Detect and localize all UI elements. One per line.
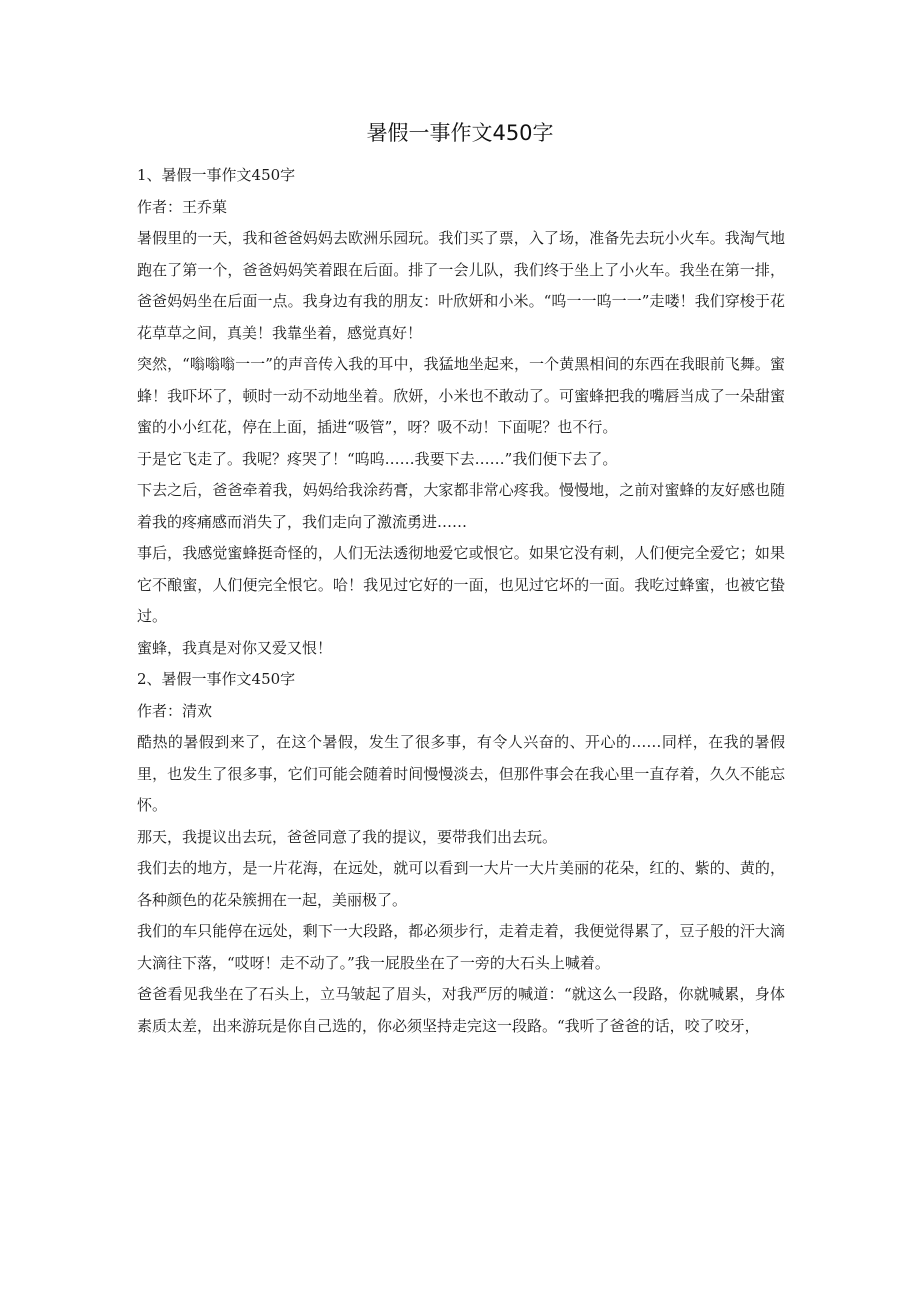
paragraph: 事后，我感觉蜜蜂挺奇怪的，人们无法透彻地爱它或恨它。如果它没有刺，人们便完全爱它；如果它不酿蜜，人们便完全恨它。哈！我见过它好的一面，也见过它坏的一面。我吃过蜂蜜，也被它蛰过。	[137, 544, 785, 625]
paragraph: 酷热的暑假到来了，在这个暑假，发生了很多事，有令人兴奋的、开心的……同样，在我的暑假里，也发生了很多事，它们可能会随着时间慢慢淡去，但那件事会在我心里一直存着，久久不能忘怀。	[137, 733, 785, 814]
paragraph: 突然，“嗡嗡嗡一一”的声音传入我的耳中，我猛地坐起来，一个黄黑相间的东西在我眼前飞舞。蜜蜂！我吓坏了，顿时一动不动地坐着。欣妍，小米也不敢动了。可蜜蜂把我的嘴唇当成了一朵甜蜜蜜的小小红花，停在上面，插进“吸管”，呀？吸不动！下面呢？也不行。	[137, 355, 785, 436]
paragraph: 我们去的地方，是一片花海，在远处，就可以看到一大片一大片美丽的花朵，红的、紫的、黄的，各种颜色的花朵簇拥在一起，美丽极了。	[137, 859, 785, 909]
paragraph: 那天，我提议出去玩，爸爸同意了我的提议，要带我们出去玩。	[137, 827, 558, 846]
document-body	[137, 160, 785, 1042]
paragraph: 于是它飞走了。我呢？疼哭了！“呜呜……我要下去……”我们便下去了。	[137, 449, 618, 468]
author-line-1: 作者：王乔菓	[137, 197, 228, 216]
paragraph: 爸爸看见我坐在了石头上，立马皱起了眉头，对我严厉的喊道：“就这么一段路，你就喊累，身体素质太差，出来游玩是你自己选的，你必须坚持走完这一段路。“我听了爸爸的话，咬了咬牙，	[137, 985, 785, 1035]
paragraph: 下去之后，爸爸牵着我，妈妈给我涂药膏，大家都非常心疼我。慢慢地，之前对蜜蜂的友好感也随着我的疼痛感而消失了，我们走向了激流勇进……	[137, 481, 785, 531]
author-line-2: 作者：清欢	[137, 701, 213, 720]
section-heading-1: 1、暑假一事作文450字	[137, 166, 296, 184]
document-title: 暑假一事作文450字	[366, 121, 554, 145]
paragraph: 我们的车只能停在远处，剩下一大段路，都必须步行，走着走着，我便觉得累了，豆子般的汗大滴大滴往下落，“哎呀！走不动了。”我一屁股坐在了一旁的大石头上喊着。	[137, 922, 785, 972]
paragraph: 暑假里的一天，我和爸爸妈妈去欧洲乐园玩。我们买了票，入了场，准备先去玩小火车。我淘气地跑在了第一个，爸爸妈妈笑着跟在后面。排了一会儿队，我们终于坐上了小火车。我坐在第一排，爸爸妈妈坐在后面一点。我身边有我的朋友：叶欣妍和小米。“呜一一呜一一”走喽！我们穿梭于花花草草之间，真美！我靠坐着，感觉真好！	[137, 229, 785, 342]
section-heading-2: 2、暑假一事作文450字	[137, 670, 296, 688]
paragraph: 蜜蜂，我真是对你又爱又恨！	[137, 638, 333, 657]
